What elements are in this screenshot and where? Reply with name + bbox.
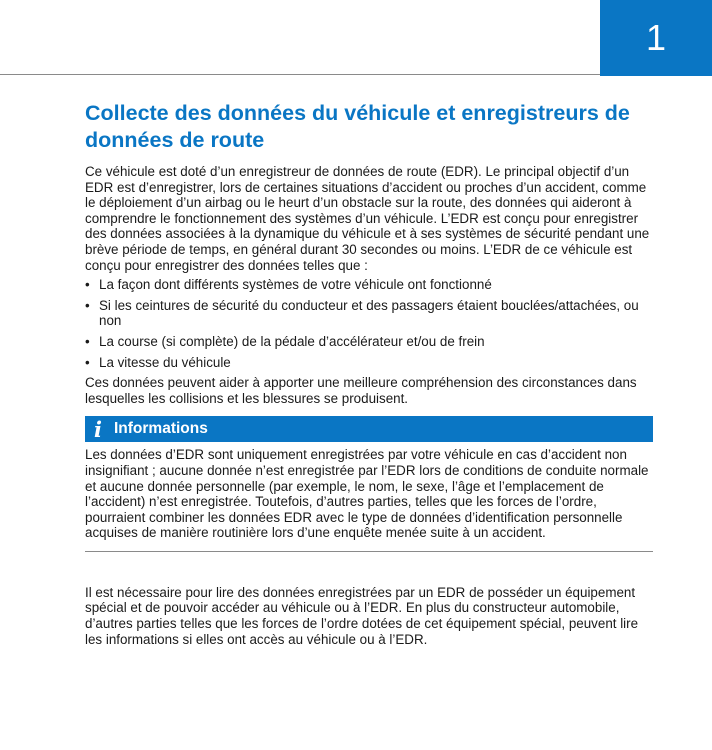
list-item bbox=[85, 355, 653, 371]
list-item bbox=[85, 298, 653, 329]
list-item-text: La vitesse du véhicule bbox=[99, 354, 231, 370]
header-rule bbox=[0, 74, 600, 75]
bullet-icon: • bbox=[85, 297, 90, 313]
info-bottom-rule bbox=[85, 551, 653, 552]
content-column bbox=[85, 100, 653, 647]
list-item-text: La course (si complète) de la pédale d’accélérateur et/ou de frein bbox=[99, 333, 485, 349]
intro-paragraph: Ce véhicule est doté d’un enregistreur de données de route (EDR). Le principal objectif d’un EDR est d’enregistrer, lors de certaines situations d’accident ou proches d’un accident, comme le déploiement d’un airbag ou le heurt d’un obstacle sur la route, des données qui aideront à comprendre le fonctionnement des systèmes d’un véhicule. L’EDR est conçu pour enregistrer des données associées à la dynamique du véhicule et à ses systèmes de sécurité pendant une brève période de temps, en général durant 30 secondes ou moins. L’EDR de ce véhicule est conçu pour enregistrer des données telles que : bbox=[85, 164, 650, 273]
list-item bbox=[85, 334, 653, 350]
list-item bbox=[85, 277, 653, 293]
bullet-icon: • bbox=[85, 277, 90, 293]
info-title: Informations bbox=[114, 420, 208, 438]
bullet-icon: • bbox=[85, 354, 90, 370]
list-item-text: Si les ceintures de sécurité du conducteur et des passagers étaient bouclées/attachées, ou non bbox=[99, 297, 639, 329]
info-header-bar bbox=[85, 416, 653, 442]
info-icon: i bbox=[94, 416, 102, 442]
list-item-text: La façon dont différents systèmes de votre véhicule ont fonctionné bbox=[99, 277, 492, 293]
chapter-number-tab bbox=[600, 0, 712, 76]
after-list-paragraph: Ces données peuvent aider à apporter une meilleure compréhension des circonstances dans lesquelles les collisions et les blessures se produisent. bbox=[85, 375, 637, 406]
final-paragraph: Il est nécessaire pour lire des données enregistrées par un EDR de posséder un équipement spécial et de pouvoir accéder au véhicule ou à l’EDR. En plus du constructeur automobile, d’autres parties telles que les forces de l’ordre dotées de cet équipement spécial, peuvent lire les informations si elles ont accès au véhicule ou à l’EDR. bbox=[85, 584, 639, 647]
edr-data-list bbox=[85, 277, 653, 370]
bullet-icon: • bbox=[85, 333, 90, 349]
chapter-number: 1 bbox=[645, 17, 667, 58]
info-paragraph: Les données d’EDR sont uniquement enregistrées par votre véhicule en cas d’accident non insignifiant ; aucune donnée n’est enregistrée par l’EDR lors de conditions de conduite normale et aucune donnée personnelle (par exemple, le nom, le sexe, l’âge et l’emplacement de l’accident) n’est enregistrée. Toutefois, d’autres parties, telles que les forces de l’ordre, pourraient combiner les données EDR avec le type de données d’identification personnelle acquises de manière routinière lors d’une enquête menée suite à un accident. bbox=[85, 447, 649, 541]
page-title: Collecte des données du véhicule et enregistreurs de données de route bbox=[85, 101, 630, 152]
